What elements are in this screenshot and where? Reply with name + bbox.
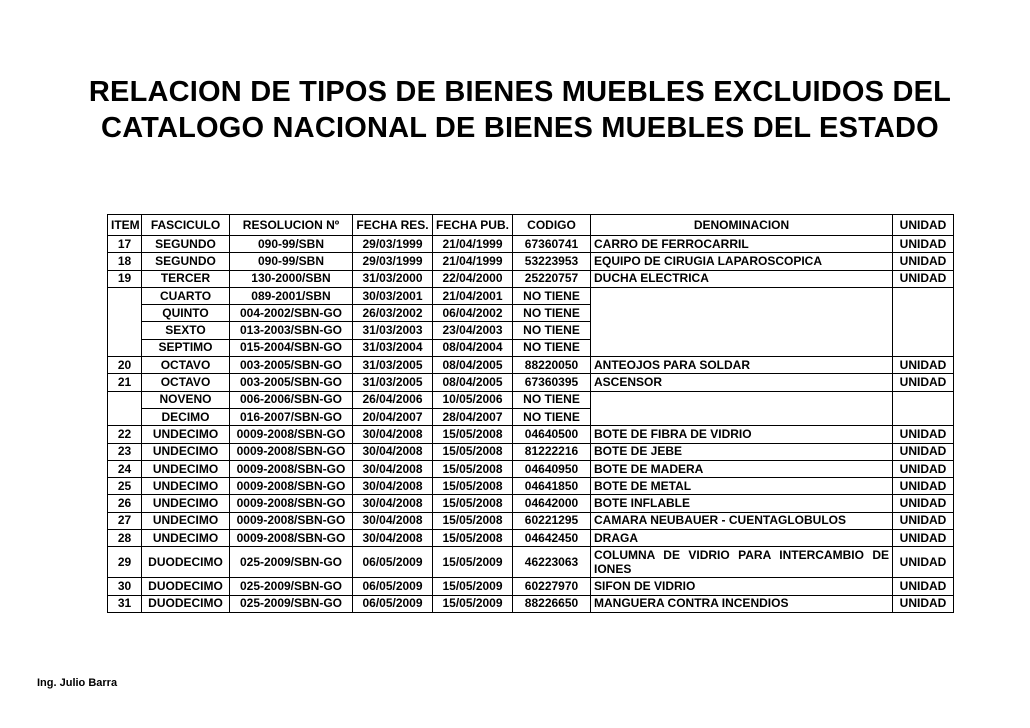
- cell-resolucion: 0009-2008/SBN-GO: [230, 512, 353, 529]
- table-row: [108, 374, 954, 391]
- cell-unidad: UNIDAD: [893, 495, 954, 512]
- cell-resolucion: 0009-2008/SBN-GO: [230, 426, 353, 443]
- table-row: [108, 408, 954, 425]
- cell-denominacion: [591, 287, 893, 304]
- cell-codigo: 67360395: [513, 374, 591, 391]
- table-header-row: [108, 215, 954, 236]
- cell-codigo: 04640950: [513, 460, 591, 477]
- cell-item: 20: [108, 357, 142, 374]
- cell-denominacion: DUCHA ELECTRICA: [591, 270, 893, 287]
- cell-codigo: 46223063: [513, 547, 591, 578]
- table-row: [108, 391, 954, 408]
- cell-fasciculo: DECIMO: [142, 408, 230, 425]
- cell-fecha-pub: 15/05/2009: [433, 547, 513, 578]
- cell-fasciculo: SEPTIMO: [142, 339, 230, 356]
- table-row: [108, 443, 954, 460]
- cell-denominacion: EQUIPO DE CIRUGIA LAPAROSCOPICA: [591, 253, 893, 270]
- cell-fecha-pub: 15/05/2008: [433, 495, 513, 512]
- cell-item: 18: [108, 253, 142, 270]
- cell-item: [108, 408, 142, 425]
- cell-fecha-res: 06/05/2009: [353, 547, 433, 578]
- cell-fecha-pub: 15/05/2008: [433, 460, 513, 477]
- cell-fecha-pub: 06/04/2002: [433, 305, 513, 322]
- cell-denominacion: ANTEOJOS PARA SOLDAR: [591, 357, 893, 374]
- cell-fecha-res: 30/04/2008: [353, 443, 433, 460]
- cell-unidad: UNIDAD: [893, 253, 954, 270]
- cell-unidad: UNIDAD: [893, 443, 954, 460]
- cell-fasciculo: SEXTO: [142, 322, 230, 339]
- cell-resolucion: 089-2001/SBN: [230, 287, 353, 304]
- cell-codigo: 04641850: [513, 478, 591, 495]
- cell-fecha-res: 30/04/2008: [353, 512, 433, 529]
- cell-unidad: UNIDAD: [893, 512, 954, 529]
- cell-fecha-pub: 21/04/1999: [433, 253, 513, 270]
- cell-unidad: UNIDAD: [893, 530, 954, 547]
- cell-resolucion: 025-2009/SBN-GO: [230, 595, 353, 612]
- cell-resolucion: 090-99/SBN: [230, 236, 353, 253]
- cell-codigo: 25220757: [513, 270, 591, 287]
- cell-unidad: UNIDAD: [893, 547, 954, 578]
- cell-unidad: [893, 322, 954, 339]
- table-row: [108, 530, 954, 547]
- cell-fecha-pub: 21/04/2001: [433, 287, 513, 304]
- cell-fasciculo: UNDECIMO: [142, 478, 230, 495]
- cell-fecha-pub: 10/05/2006: [433, 391, 513, 408]
- cell-fecha-res: 29/03/1999: [353, 253, 433, 270]
- cell-denominacion: CARRO DE FERROCARRIL: [591, 236, 893, 253]
- cell-fecha-res: 30/04/2008: [353, 478, 433, 495]
- cell-item: 28: [108, 530, 142, 547]
- cell-fecha-pub: 15/05/2008: [433, 443, 513, 460]
- cell-fecha-res: 31/03/2000: [353, 270, 433, 287]
- cell-fasciculo: UNDECIMO: [142, 460, 230, 477]
- cell-codigo: NO TIENE: [513, 322, 591, 339]
- cell-codigo: 88220050: [513, 357, 591, 374]
- cell-fecha-res: 30/04/2008: [353, 495, 433, 512]
- cell-codigo: 67360741: [513, 236, 591, 253]
- cell-codigo: NO TIENE: [513, 305, 591, 322]
- cell-denominacion: BOTE DE METAL: [591, 478, 893, 495]
- cell-denominacion: [591, 305, 893, 322]
- cell-fecha-pub: 23/04/2003: [433, 322, 513, 339]
- cell-codigo: 81222216: [513, 443, 591, 460]
- cell-denominacion: [591, 322, 893, 339]
- cell-codigo: NO TIENE: [513, 287, 591, 304]
- header-item: ITEM: [108, 215, 142, 236]
- cell-unidad: UNIDAD: [893, 460, 954, 477]
- cell-fasciculo: UNDECIMO: [142, 443, 230, 460]
- cell-fecha-pub: 15/05/2009: [433, 578, 513, 595]
- cell-denominacion: ASCENSOR: [591, 374, 893, 391]
- table-row: [108, 495, 954, 512]
- cell-resolucion: 004-2002/SBN-GO: [230, 305, 353, 322]
- cell-fasciculo: CUARTO: [142, 287, 230, 304]
- table-row: [108, 253, 954, 270]
- cell-codigo: 04642450: [513, 530, 591, 547]
- footer-author: Ing. Julio Barra: [37, 677, 118, 689]
- cell-item: 26: [108, 495, 142, 512]
- cell-resolucion: 025-2009/SBN-GO: [230, 578, 353, 595]
- header-fecha-pub: FECHA PUB.: [433, 215, 513, 236]
- cell-unidad: UNIDAD: [893, 357, 954, 374]
- cell-codigo: 60227970: [513, 578, 591, 595]
- table-row: [108, 270, 954, 287]
- cell-resolucion: 003-2005/SBN-GO: [230, 374, 353, 391]
- cell-item: 30: [108, 578, 142, 595]
- header-denominacion: DENOMINACION: [591, 215, 893, 236]
- cell-denominacion: COLUMNA DE VIDRIO PARA INTERCAMBIO DE IONES: [591, 547, 893, 578]
- cell-item: 22: [108, 426, 142, 443]
- cell-fecha-pub: 08/04/2004: [433, 339, 513, 356]
- cell-fecha-pub: 22/04/2000: [433, 270, 513, 287]
- cell-resolucion: 0009-2008/SBN-GO: [230, 443, 353, 460]
- cell-codigo: 53223953: [513, 253, 591, 270]
- cell-fasciculo: DUODECIMO: [142, 595, 230, 612]
- cell-fecha-pub: 15/05/2008: [433, 512, 513, 529]
- cell-item: 27: [108, 512, 142, 529]
- table-body: [108, 236, 954, 613]
- cell-resolucion: 0009-2008/SBN-GO: [230, 478, 353, 495]
- cell-resolucion: 0009-2008/SBN-GO: [230, 495, 353, 512]
- cell-fecha-pub: 08/04/2005: [433, 374, 513, 391]
- table-row: [108, 547, 954, 578]
- cell-fasciculo: TERCER: [142, 270, 230, 287]
- cell-fasciculo: UNDECIMO: [142, 530, 230, 547]
- cell-unidad: UNIDAD: [893, 478, 954, 495]
- cell-unidad: [893, 287, 954, 304]
- cell-codigo: NO TIENE: [513, 408, 591, 425]
- cell-fecha-res: 06/05/2009: [353, 595, 433, 612]
- cell-codigo: 60221295: [513, 512, 591, 529]
- cell-denominacion: MANGUERA CONTRA INCENDIOS: [591, 595, 893, 612]
- cell-codigo: 04640500: [513, 426, 591, 443]
- cell-denominacion: [591, 391, 893, 408]
- cell-fecha-pub: 28/04/2007: [433, 408, 513, 425]
- cell-fasciculo: UNDECIMO: [142, 495, 230, 512]
- cell-unidad: UNIDAD: [893, 578, 954, 595]
- cell-fasciculo: OCTAVO: [142, 374, 230, 391]
- header-fasciculo: FASCICULO: [142, 215, 230, 236]
- cell-fecha-pub: 15/05/2008: [433, 426, 513, 443]
- cell-resolucion: 090-99/SBN: [230, 253, 353, 270]
- header-codigo: CODIGO: [513, 215, 591, 236]
- cell-fecha-pub: 15/05/2008: [433, 478, 513, 495]
- cell-fecha-res: 30/03/2001: [353, 287, 433, 304]
- cell-fecha-pub: 15/05/2009: [433, 595, 513, 612]
- cell-unidad: UNIDAD: [893, 270, 954, 287]
- cell-fecha-res: 29/03/1999: [353, 236, 433, 253]
- table-row: [108, 460, 954, 477]
- cell-item: [108, 287, 142, 304]
- cell-fasciculo: OCTAVO: [142, 357, 230, 374]
- cell-resolucion: 006-2006/SBN-GO: [230, 391, 353, 408]
- cell-fasciculo: SEGUNDO: [142, 236, 230, 253]
- cell-denominacion: BOTE DE FIBRA DE VIDRIO: [591, 426, 893, 443]
- header-unidad: UNIDAD: [893, 215, 954, 236]
- cell-fasciculo: DUODECIMO: [142, 547, 230, 578]
- table-row: [108, 595, 954, 612]
- cell-unidad: [893, 408, 954, 425]
- header-resolucion: RESOLUCION Nº: [230, 215, 353, 236]
- cell-resolucion: 016-2007/SBN-GO: [230, 408, 353, 425]
- cell-item: 19: [108, 270, 142, 287]
- cell-fecha-pub: 15/05/2008: [433, 530, 513, 547]
- cell-unidad: UNIDAD: [893, 595, 954, 612]
- cell-fecha-res: 30/04/2008: [353, 530, 433, 547]
- cell-resolucion: 130-2000/SBN: [230, 270, 353, 287]
- cell-fecha-res: 31/03/2005: [353, 357, 433, 374]
- table-row: [108, 357, 954, 374]
- cell-fecha-res: 26/03/2002: [353, 305, 433, 322]
- cell-resolucion: 0009-2008/SBN-GO: [230, 530, 353, 547]
- cell-item: 31: [108, 595, 142, 612]
- cell-unidad: UNIDAD: [893, 236, 954, 253]
- cell-unidad: UNIDAD: [893, 374, 954, 391]
- cell-denominacion: BOTE DE JEBE: [591, 443, 893, 460]
- cell-codigo: 88226650: [513, 595, 591, 612]
- table-row: [108, 236, 954, 253]
- cell-fasciculo: SEGUNDO: [142, 253, 230, 270]
- cell-denominacion: DRAGA: [591, 530, 893, 547]
- cell-unidad: [893, 339, 954, 356]
- cell-fecha-res: 31/03/2004: [353, 339, 433, 356]
- cell-item: 17: [108, 236, 142, 253]
- cell-item: [108, 339, 142, 356]
- title-line-2: CATALOGO NACIONAL DE BIENES MUEBLES DEL ESTADO: [101, 112, 939, 144]
- cell-fecha-res: 30/04/2008: [353, 460, 433, 477]
- cell-codigo: NO TIENE: [513, 391, 591, 408]
- table-row: [108, 578, 954, 595]
- cell-fecha-res: 20/04/2007: [353, 408, 433, 425]
- cell-fecha-pub: 08/04/2005: [433, 357, 513, 374]
- cell-fasciculo: UNDECIMO: [142, 512, 230, 529]
- cell-fecha-res: 26/04/2006: [353, 391, 433, 408]
- cell-item: 24: [108, 460, 142, 477]
- cell-fecha-res: 30/04/2008: [353, 426, 433, 443]
- header-fecha-res: FECHA RES.: [353, 215, 433, 236]
- bienes-table: [107, 214, 954, 613]
- cell-resolucion: 013-2003/SBN-GO: [230, 322, 353, 339]
- cell-unidad: UNIDAD: [893, 426, 954, 443]
- cell-unidad: [893, 391, 954, 408]
- table-row: [108, 478, 954, 495]
- cell-item: 25: [108, 478, 142, 495]
- cell-fasciculo: NOVENO: [142, 391, 230, 408]
- table-row: [108, 339, 954, 356]
- cell-fecha-res: 31/03/2005: [353, 374, 433, 391]
- cell-denominacion: SIFON DE VIDRIO: [591, 578, 893, 595]
- document-title: [60, 74, 980, 146]
- cell-item: 29: [108, 547, 142, 578]
- cell-item: [108, 305, 142, 322]
- cell-fecha-pub: 21/04/1999: [433, 236, 513, 253]
- cell-fecha-res: 06/05/2009: [353, 578, 433, 595]
- cell-fecha-res: 31/03/2003: [353, 322, 433, 339]
- table-row: [108, 322, 954, 339]
- cell-resolucion: 015-2004/SBN-GO: [230, 339, 353, 356]
- cell-fasciculo: UNDECIMO: [142, 426, 230, 443]
- cell-denominacion: CAMARA NEUBAUER - CUENTAGLOBULOS: [591, 512, 893, 529]
- title-line-1: RELACION DE TIPOS DE BIENES MUEBLES EXCLUIDOS DEL: [88, 76, 952, 108]
- cell-denominacion: BOTE DE MADERA: [591, 460, 893, 477]
- cell-item: 21: [108, 374, 142, 391]
- cell-item: [108, 322, 142, 339]
- table-row: [108, 305, 954, 322]
- cell-denominacion: BOTE INFLABLE: [591, 495, 893, 512]
- table-row: [108, 512, 954, 529]
- cell-resolucion: 025-2009/SBN-GO: [230, 547, 353, 578]
- cell-resolucion: 003-2005/SBN-GO: [230, 357, 353, 374]
- cell-unidad: [893, 305, 954, 322]
- cell-item: 23: [108, 443, 142, 460]
- table-row: [108, 287, 954, 304]
- cell-fasciculo: DUODECIMO: [142, 578, 230, 595]
- cell-codigo: 04642000: [513, 495, 591, 512]
- cell-item: [108, 391, 142, 408]
- cell-codigo: NO TIENE: [513, 339, 591, 356]
- cell-denominacion: [591, 339, 893, 356]
- cell-denominacion: [591, 408, 893, 425]
- table-row: [108, 426, 954, 443]
- cell-resolucion: 0009-2008/SBN-GO: [230, 460, 353, 477]
- cell-fasciculo: QUINTO: [142, 305, 230, 322]
